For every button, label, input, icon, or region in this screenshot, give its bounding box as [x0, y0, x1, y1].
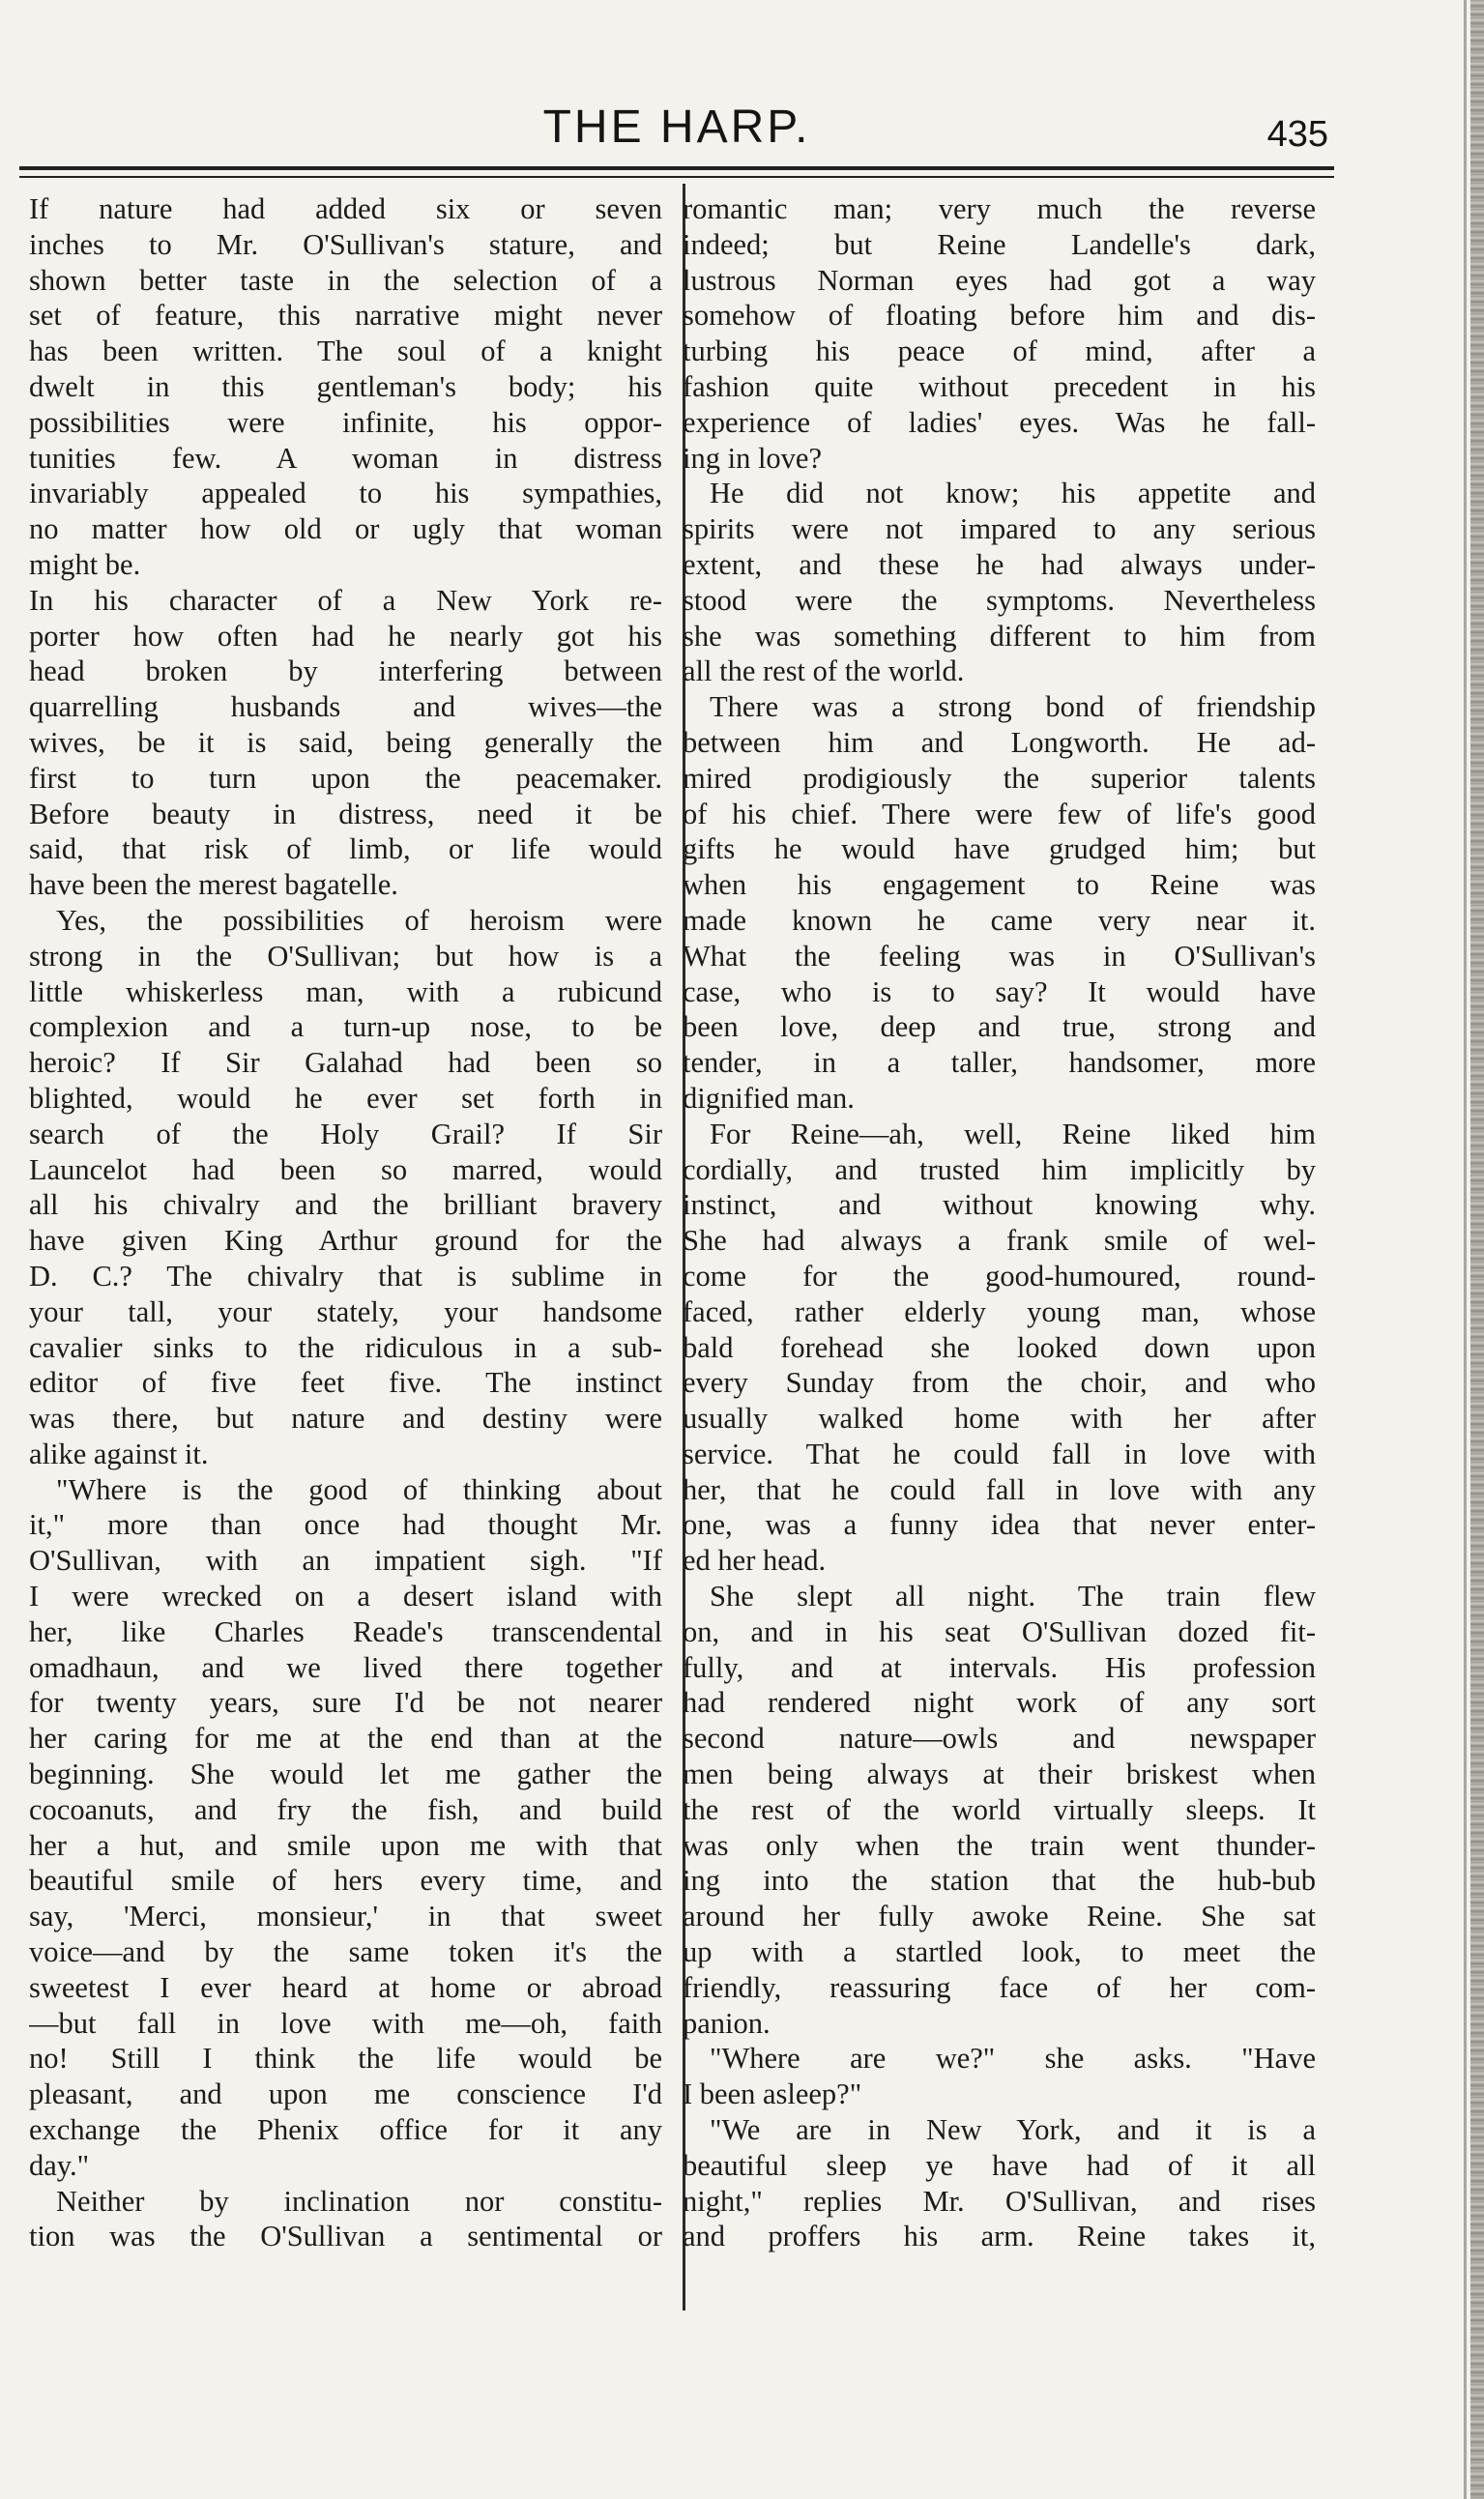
text-line: omadhaun, and we lived there together — [29, 1650, 662, 1684]
text-line: romantic man; very much the reverse — [683, 192, 1316, 225]
text-line: panion. — [683, 2006, 771, 2040]
text-line: of his chief. There were few of life's good — [683, 797, 1316, 830]
page-header — [19, 97, 1334, 164]
page-title: THE HARP. — [542, 102, 811, 153]
text-line: between him and Longworth. He ad- — [683, 725, 1316, 759]
text-line: said, that risk of limb, or life would — [29, 832, 662, 866]
page-number: 435 — [1266, 114, 1328, 155]
text-line: dignified man. — [683, 1081, 855, 1115]
text-line: cavalier sinks to the ridiculous in a sub- — [29, 1330, 662, 1364]
text-line: cordially, and trusted him implicitly by — [683, 1152, 1316, 1186]
text-line: beginning. She would let me gather the — [29, 1758, 662, 1791]
text-line: first to turn upon the peacemaker. — [29, 761, 662, 795]
text-line: dwelt in this gentleman's body; his — [29, 369, 662, 403]
text-line: usually walked home with her after — [683, 1402, 1316, 1436]
text-line: was only when the train went thunder- — [683, 1828, 1316, 1862]
text-line: the rest of the world virtually sleeps. It — [683, 1792, 1316, 1826]
text-line: complexion and a turn-up nose, to be — [29, 1010, 662, 1044]
text-line: quarrelling husbands and wives—the — [29, 690, 662, 724]
text-line: her caring for me at the end than at the — [29, 1722, 662, 1756]
text-line: bald forehead she looked down upon — [683, 1330, 1316, 1364]
header-rule-thin — [19, 176, 1334, 178]
text-line: faced, rather elderly young man, whose — [683, 1294, 1316, 1328]
header-rule-thick — [19, 166, 1334, 170]
text-line: He did not know; his appetite and — [710, 477, 1316, 510]
text-line: Yes, the possibilities of heroism were — [56, 903, 662, 937]
text-line: day." — [29, 2148, 90, 2182]
text-line: I been asleep?" — [683, 2078, 862, 2111]
text-line: wives, be it is said, being generally the — [29, 725, 662, 759]
text-line: She slept all night. The train flew — [710, 1580, 1316, 1613]
text-line: service. That he could fall in love with — [683, 1437, 1316, 1470]
text-line: beautiful smile of hers every time, and — [29, 1864, 662, 1898]
text-line: mired prodigiously the superior talents — [683, 761, 1316, 795]
text-column-left — [29, 191, 662, 2254]
text-line: no matter how old or ugly that woman — [29, 512, 662, 546]
text-line: men being always at their briskest when — [683, 1758, 1316, 1791]
text-line: Launcelot had been so marred, would — [29, 1152, 662, 1186]
text-line: her, like Charles Reade's transcendental — [29, 1614, 662, 1648]
text-line: D. C.? The chivalry that is sublime in — [29, 1259, 662, 1293]
text-line: O'Sullivan, with an impatient sigh. "If — [29, 1544, 662, 1578]
text-line: fashion quite without precedent in his — [683, 369, 1316, 403]
text-line: have given King Arthur ground for the — [29, 1224, 662, 1258]
text-line: "We are in New York, and it is a — [710, 2113, 1316, 2147]
text-line: Neither by inclination nor constitu- — [56, 2184, 662, 2218]
text-line: strong in the O'Sullivan; but how is a — [29, 939, 662, 973]
text-line: ing into the station that the hub-bub — [683, 1864, 1316, 1898]
text-line: indeed; but Reine Landelle's dark, — [683, 227, 1316, 261]
text-line: fully, and at intervals. His profession — [683, 1650, 1316, 1684]
text-line: pleasant, and upon me conscience I'd — [29, 2078, 662, 2111]
text-line: lustrous Norman eyes had got a way — [683, 263, 1316, 297]
text-line: and proffers his arm. Reine takes it, — [683, 2220, 1316, 2253]
text-line: no! Still I think the life would be — [29, 2042, 662, 2076]
text-line: head broken by interfering between — [29, 654, 662, 688]
text-line: second nature—owls and newspaper — [683, 1722, 1316, 1756]
text-line: been love, deep and true, strong and — [683, 1010, 1316, 1044]
text-line: I were wrecked on a desert island with — [29, 1580, 662, 1613]
text-line: it," more than once had thought Mr. — [29, 1508, 662, 1542]
text-line: gifts he would have grudged him; but — [683, 832, 1316, 866]
text-line: come for the good-humoured, round- — [683, 1259, 1316, 1293]
text-line: "Where are we?" she asks. "Have — [710, 2042, 1316, 2076]
text-line: your tall, your stately, your handsome — [29, 1294, 662, 1328]
scanned-binding-edge — [1470, 0, 1484, 2499]
text-line: tender, in a taller, handsomer, more — [683, 1046, 1316, 1080]
text-line: was there, but nature and destiny were — [29, 1402, 662, 1436]
text-line: all his chivalry and the brilliant bravery — [29, 1188, 662, 1222]
text-line: editor of five feet five. The instinct — [29, 1366, 662, 1400]
text-line: search of the Holy Grail? If Sir — [29, 1117, 662, 1150]
text-line: around her fully awoke Reine. She sat — [683, 1900, 1316, 1933]
text-line: somehow of floating before him and dis- — [683, 299, 1316, 333]
text-line: night," replies Mr. O'Sullivan, and rises — [683, 2184, 1316, 2218]
text-line: for twenty years, sure I'd be not nearer — [29, 1686, 662, 1720]
text-line: little whiskerless man, with a rubicund — [29, 974, 662, 1008]
text-line: ed her head. — [683, 1544, 827, 1578]
text-line: beautiful sleep ye have had of it all — [683, 2148, 1316, 2182]
text-line: when his engagement to Reine was — [683, 868, 1316, 902]
text-line: —but fall in love with me—oh, faith — [29, 2006, 662, 2040]
text-line: one, was a funny idea that never enter- — [683, 1508, 1316, 1542]
text-line: might be. — [29, 547, 141, 581]
text-line: sweetest I ever heard at home or abroad — [29, 1970, 662, 2004]
text-column-right — [683, 191, 1316, 2254]
text-line: had rendered night work of any sort — [683, 1686, 1316, 1720]
text-line: cocoanuts, and fry the fish, and build — [29, 1792, 662, 1826]
text-line: inches to Mr. O'Sullivan's stature, and — [29, 227, 662, 261]
text-line: voice—and by the same token it's the — [29, 1935, 662, 1969]
text-line: If nature had added six or seven — [29, 192, 662, 225]
text-line: alike against it. — [29, 1437, 209, 1470]
text-line: experience of ladies' eyes. Was he fall- — [683, 405, 1316, 439]
text-line: all the rest of the world. — [683, 654, 965, 688]
text-line: She had always a frank smile of wel- — [683, 1224, 1316, 1258]
text-line: blighted, would he ever set forth in — [29, 1081, 662, 1115]
text-line: every Sunday from the choir, and who — [683, 1366, 1316, 1400]
text-line: "Where is the good of thinking about — [56, 1472, 662, 1506]
text-line: In his character of a New York re- — [29, 583, 662, 617]
text-line: she was something different to him from — [683, 619, 1316, 653]
text-line: spirits were not impared to any serious — [683, 512, 1316, 546]
text-line: heroic? If Sir Galahad had been so — [29, 1046, 662, 1080]
text-line: There was a strong bond of friendship — [710, 690, 1316, 724]
text-line: tion was the O'Sullivan a sentimental or — [29, 2220, 662, 2253]
text-line: extent, and these he had always under- — [683, 547, 1316, 581]
text-line: Before beauty in distress, need it be — [29, 797, 662, 830]
text-line: turbing his peace of mind, after a — [683, 334, 1316, 368]
text-line: possibilities were infinite, his oppor- — [29, 405, 662, 439]
text-line: ing in love? — [683, 441, 822, 475]
text-line: on, and in his seat O'Sullivan dozed fit- — [683, 1614, 1316, 1648]
text-line: her a hut, and smile upon me with that — [29, 1828, 662, 1862]
text-line: instinct, and without knowing why. — [683, 1188, 1316, 1222]
text-line: stood were the symptoms. Nevertheless — [683, 583, 1316, 617]
text-line: set of feature, this narrative might never — [29, 299, 662, 333]
text-line: What the feeling was in O'Sullivan's — [683, 939, 1316, 973]
text-line: invariably appealed to his sympathies, — [29, 477, 662, 510]
text-line: have been the merest bagatelle. — [29, 868, 398, 902]
text-line: porter how often had he nearly got his — [29, 619, 662, 653]
text-line: friendly, reassuring face of her com- — [683, 1970, 1316, 2004]
text-line: up with a startled look, to meet the — [683, 1935, 1316, 1969]
text-line: exchange the Phenix office for it any — [29, 2113, 662, 2147]
text-line: For Reine—ah, well, Reine liked him — [710, 1117, 1316, 1150]
text-line: made known he came very near it. — [683, 903, 1316, 937]
text-line: has been written. The soul of a knight — [29, 334, 662, 368]
text-line: her, that he could fall in love with any — [683, 1472, 1316, 1506]
text-line: tunities few. A woman in distress — [29, 441, 662, 475]
text-line: say, 'Merci, monsieur,' in that sweet — [29, 1900, 662, 1933]
text-line: case, who is to say? It would have — [683, 974, 1316, 1008]
page-edge-line — [1464, 0, 1467, 2499]
text-line: shown better taste in the selection of a — [29, 263, 662, 297]
